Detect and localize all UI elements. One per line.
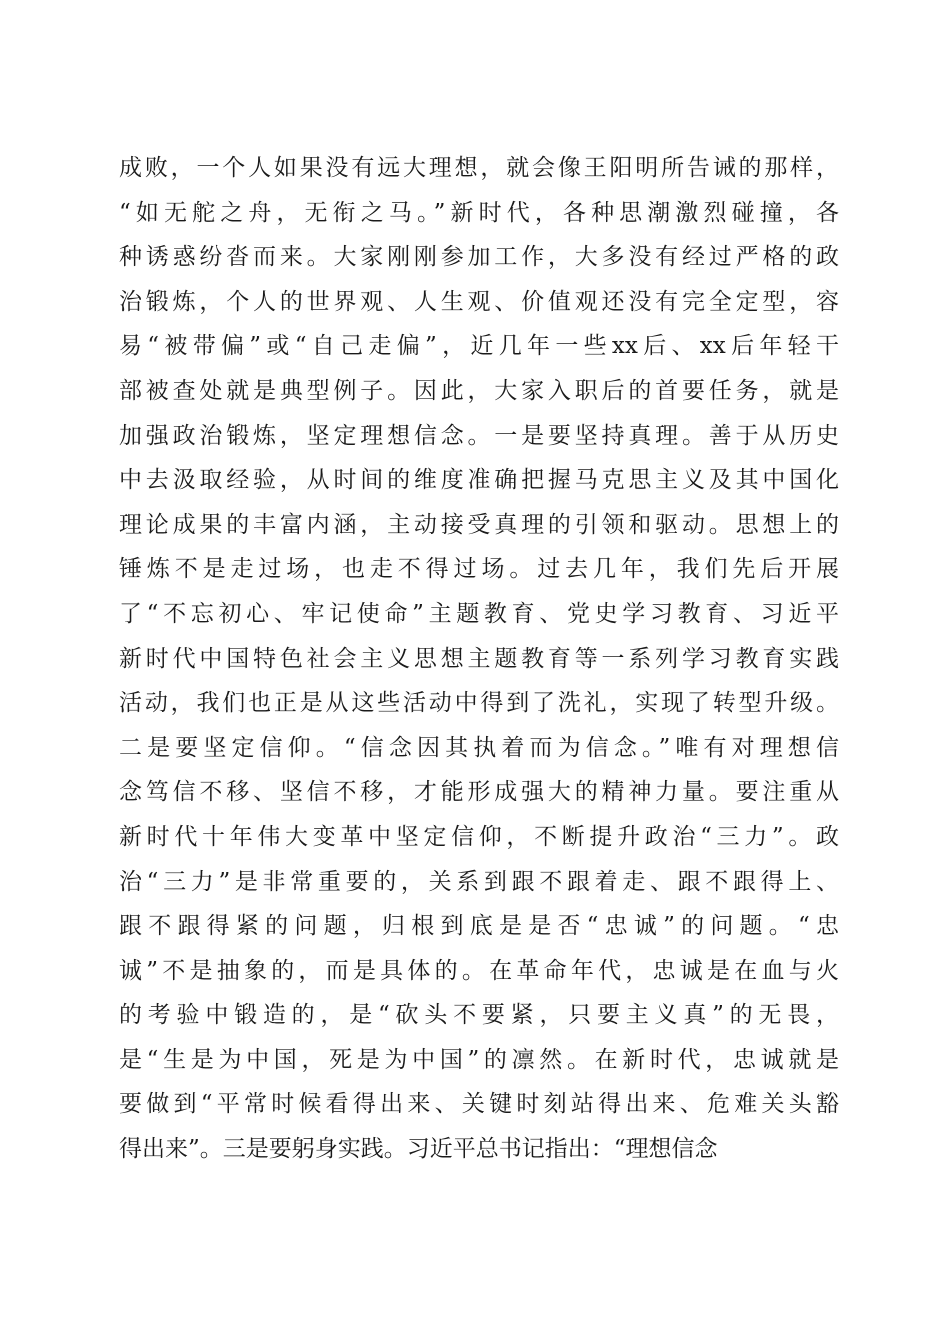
- text-line: 部被查处就是典型例子。因此，大家入职后的首要任务，就是: [119, 377, 839, 404]
- text-line: 念笃信不移、坚信不移，才能形成强大的精神力量。要注重从: [119, 779, 839, 806]
- text-line: 诚”不是抽象的，而是具体的。在革命年代，忠诚是在血与火: [119, 957, 839, 984]
- text-line: 新时代中国特色社会主义思想主题教育等一系列学习教育实践: [119, 645, 839, 672]
- text-line: 得出来”。三是要躬身实践。习近平总书记指出：“理想信念: [119, 1136, 718, 1163]
- text-line: 锤炼不是走过场，也走不得过场。过去几年，我们先后开展: [119, 556, 839, 583]
- text-line: 成败，一个人如果没有远大理想，就会像王阳明所告诫的那样，: [119, 155, 839, 181]
- text-line: 跟不跟得紧的问题，归根到底是是否“忠诚”的问题。“忠: [119, 913, 839, 940]
- text-line: 加强政治锻炼，坚定理想信念。一是要坚持真理。善于从历史: [119, 422, 839, 449]
- text-line: 易“被带偏”或“自己走偏”，近几年一些xx后、xx后年轻干: [119, 333, 839, 360]
- text-line: 治锻炼，个人的世界观、人生观、价值观还没有完全定型，容: [119, 288, 839, 315]
- text-line: 新时代十年伟大变革中坚定信仰，不断提升政治“三力”。政: [119, 823, 839, 850]
- text-line: 的考验中锻造的，是“砍头不要紧，只要主义真”的无畏，: [119, 1002, 839, 1029]
- text-line: 活动，我们也正是从这些活动中得到了洗礼，实现了转型升级。: [119, 690, 839, 717]
- body-text: [119, 146, 839, 1172]
- text-line: 是“生是为中国，死是为中国”的凛然。在新时代，忠诚就是: [119, 1046, 839, 1073]
- text-line: 中去汲取经验，从时间的维度准确把握马克思主义及其中国化: [119, 467, 839, 494]
- text-line: 要做到“平常时候看得出来、关键时刻站得出来、危难关头豁: [119, 1091, 839, 1118]
- text-line: 理论成果的丰富内涵，主动接受真理的引领和驱动。思想上的: [119, 511, 839, 538]
- text-line: 了“不忘初心、牢记使命”主题教育、党史学习教育、习近平: [119, 600, 839, 627]
- text-line: “如无舵之舟，无衔之马。”新时代，各种思潮激烈碰撞，各: [119, 199, 839, 226]
- text-line: 二是要坚定信仰。“信念因其执着而为信念。”唯有对理想信: [119, 734, 839, 761]
- text-line: 治“三力”是非常重要的，关系到跟不跟着走、跟不跟得上、: [119, 868, 839, 895]
- text-line: 种诱惑纷沓而来。大家刚刚参加工作，大多没有经过严格的政: [119, 244, 839, 271]
